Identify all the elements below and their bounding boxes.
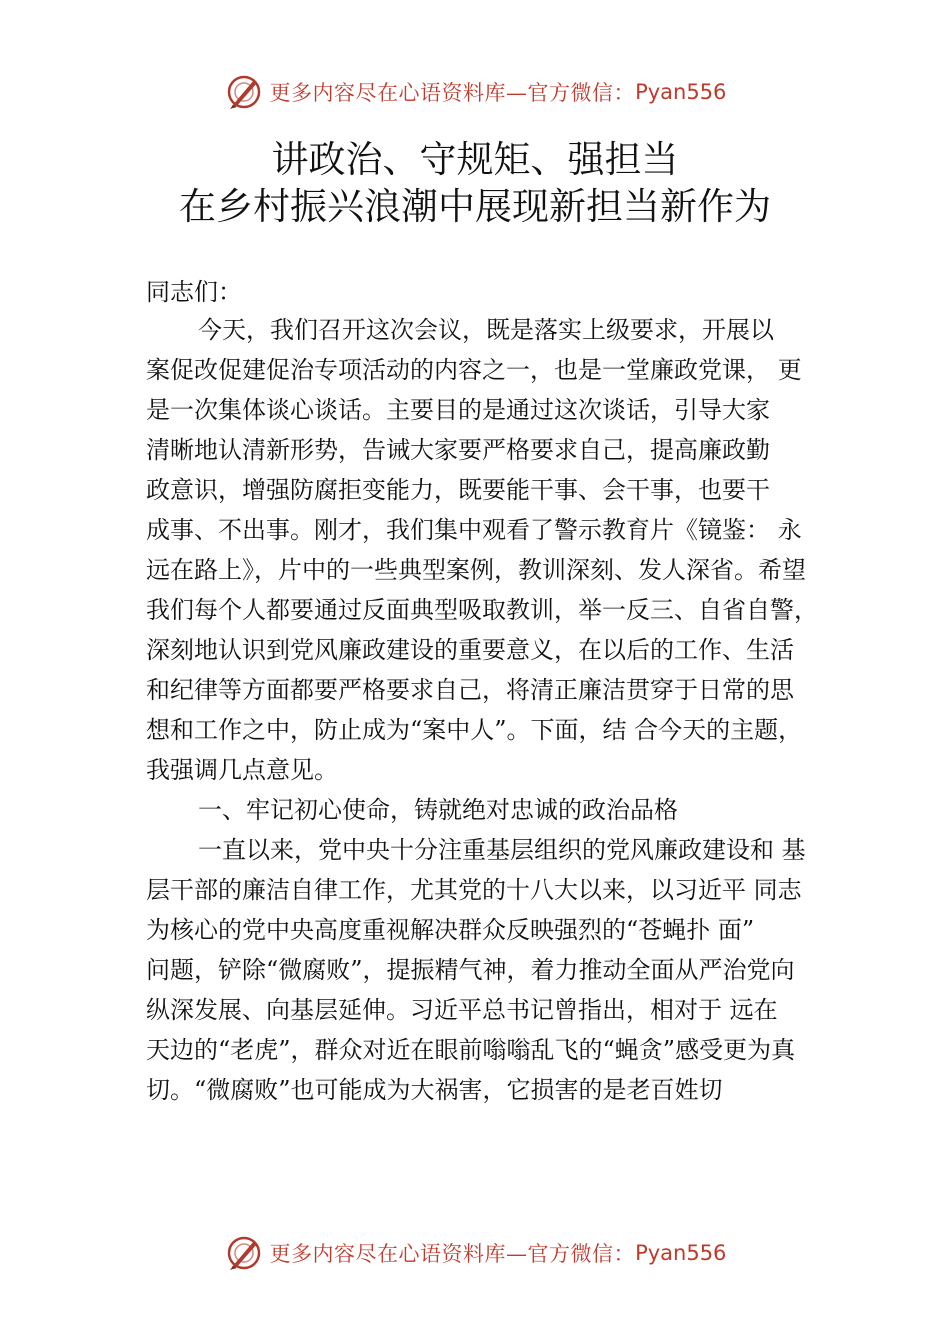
salutation: 同志们： (146, 278, 242, 306)
footer-watermark-banner (0, 1231, 950, 1275)
body-text-line: 一、牢记初心使命，铸就绝对忠诚的政治品格 (198, 796, 678, 824)
banner-text: 更多内容尽在心语资料库—官方微信： (269, 1242, 636, 1266)
body-text-line: 深刻地认识到党风廉政建设的重要意义，在以后的工作、生活 (146, 636, 794, 664)
body-text-line: 层干部的廉洁自律工作，尤其党的十八大以来，以习近平 同志 (146, 876, 802, 904)
body-text-line: 切。“微腐败”也可能成为大祸害，它损害的是老百姓切 (146, 1076, 723, 1104)
body-text-line: 和纪律等方面都要严格要求自己，将清正廉洁贯穿于日常的思 (146, 676, 794, 704)
body-text-line: 清晰地认清新形势，告诫大家要严格要求自己，提高廉政勤 (146, 436, 770, 464)
body-text-line: 问题，铲除“微腐败”，提振精气神，着力推动全面从严治党向 (146, 956, 795, 984)
body-text-line: 是一次集体谈心谈话。主要目的是通过这次谈话，引导大家 (146, 396, 770, 424)
banner-wechat-id: Pyan556 (635, 80, 727, 104)
body-text-line: 一直以来，党中央十分注重基层组织的党风廉政建设和 基 (198, 836, 806, 864)
body-text-line: 为核心的党中央高度重视解决群众反映强烈的“苍蝇扑 面” (146, 916, 755, 944)
document-title-line-1: 讲政治、守规矩、强担当 (271, 138, 679, 181)
pen-logo-icon (224, 72, 264, 112)
document-title-line-2: 在乡村振兴浪潮中展现新担当新作为 (179, 185, 771, 228)
body-text-line: 天边的“老虎”，群众对近在眼前嗡嗡乱飞的“蝇贪”感受更为真 (146, 1036, 796, 1064)
body-text-line: 案促改促建促治专项活动的内容之一，也是一堂廉政党课， 更 (146, 356, 802, 384)
body-text-line: 纵深发展、向基层延伸。习近平总书记曾指出，相对于 远在 (146, 996, 778, 1024)
body-text-line: 远在路上》，片中的一些典型案例，教训深刻、发人深省。希望 (146, 556, 806, 584)
banner-wechat-id: Pyan556 (635, 1241, 727, 1265)
document-body (146, 310, 822, 1110)
body-text-line: 我强调几点意见。 (146, 756, 338, 784)
body-text-line: 成事、不出事。刚才，我们集中观看了警示教育片《镜鉴： 永 (146, 516, 802, 544)
header-watermark-banner (0, 70, 950, 114)
pen-logo-icon (224, 1233, 264, 1273)
body-text-line: 政意识，增强防腐拒变能力，既要能干事、会干事，也要干 (146, 476, 770, 504)
body-text-line: 想和工作之中，防止成为“案中人”。下面，结 合今天的主题， (146, 716, 803, 744)
banner-text: 更多内容尽在心语资料库—官方微信： (269, 81, 636, 105)
body-text-line: 我们每个人都要通过反面典型吸取教训，举一反三、自省自警， (146, 596, 818, 624)
body-text-line: 今天，我们召开这次会议，既是落实上级要求，开展以 (198, 316, 774, 344)
